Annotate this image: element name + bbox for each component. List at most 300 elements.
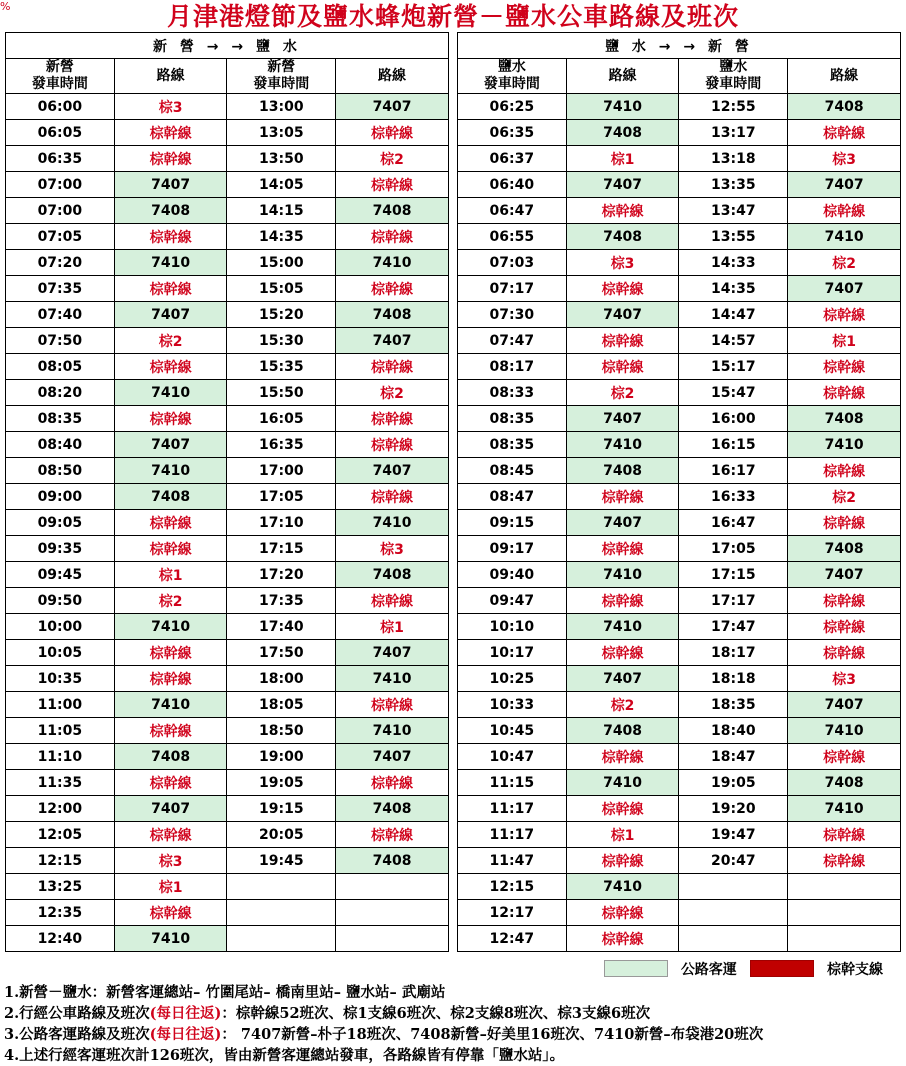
route-cell: 棕幹線 <box>788 614 901 640</box>
time-cell: 09:47 <box>457 588 566 614</box>
route-cell: 棕幹線 <box>566 640 679 666</box>
time-cell: 17:35 <box>227 588 336 614</box>
route-cell: 棕幹線 <box>336 172 449 198</box>
route-cell: 7408 <box>336 848 449 874</box>
route-cell: 棕幹線 <box>336 354 449 380</box>
note-text: 行經公車路線及班次 <box>19 1005 150 1022</box>
time-cell: 17:05 <box>679 536 788 562</box>
table-row <box>6 692 901 718</box>
route-cell: 棕2 <box>336 146 449 172</box>
time-cell: 13:00 <box>227 94 336 120</box>
table-row <box>6 432 901 458</box>
route-cell: 棕3 <box>114 848 227 874</box>
route-cell: 7407 <box>788 562 901 588</box>
time-cell: 12:00 <box>6 796 115 822</box>
time-cell: 09:50 <box>6 588 115 614</box>
time-cell: 20:05 <box>227 822 336 848</box>
time-cell: 08:33 <box>457 380 566 406</box>
route-cell: 7408 <box>566 718 679 744</box>
time-cell: 07:30 <box>457 302 566 328</box>
route-left-2-empty <box>336 900 449 926</box>
route-cell: 棕幹線 <box>114 640 227 666</box>
time-cell: 18:47 <box>679 744 788 770</box>
time-cell: 17:50 <box>227 640 336 666</box>
table-row <box>6 614 901 640</box>
route-right-2-empty <box>788 900 901 926</box>
table-row <box>6 900 901 926</box>
route-cell: 7407 <box>566 510 679 536</box>
table-row <box>6 354 901 380</box>
route-cell: 7408 <box>336 796 449 822</box>
route-cell: 棕幹線 <box>566 536 679 562</box>
route-cell: 棕幹線 <box>788 198 901 224</box>
header-line1: 鹽水 <box>719 59 748 75</box>
time-cell: 09:45 <box>6 562 115 588</box>
time-cell: 08:35 <box>457 406 566 432</box>
time-cell: 18:35 <box>679 692 788 718</box>
route-cell: 7407 <box>788 172 901 198</box>
table-row <box>6 172 901 198</box>
table-row <box>6 536 901 562</box>
time-cell: 08:17 <box>457 354 566 380</box>
table-row <box>6 822 901 848</box>
route-cell: 7408 <box>566 458 679 484</box>
route-cell: 7407 <box>566 406 679 432</box>
route-cell: 7408 <box>788 406 901 432</box>
column-gap <box>448 484 457 510</box>
note-text-cont: ： 7407新營–朴子18班次、7408新營–好美里16班次、7410新營–布袋港20班次 <box>221 1026 764 1043</box>
route-cell: 7407 <box>114 172 227 198</box>
column-gap <box>448 770 457 796</box>
route-left-2-empty <box>336 874 449 900</box>
legend <box>5 958 901 978</box>
time-cell: 16:33 <box>679 484 788 510</box>
route-cell: 棕1 <box>114 562 227 588</box>
time-cell: 13:17 <box>679 120 788 146</box>
route-cell: 7410 <box>336 250 449 276</box>
route-cell: 棕2 <box>566 692 679 718</box>
route-cell: 7410 <box>566 874 679 900</box>
time-cell: 07:35 <box>6 276 115 302</box>
time-cell: 14:33 <box>679 250 788 276</box>
route-cell: 棕幹線 <box>788 822 901 848</box>
route-cell: 7407 <box>114 796 227 822</box>
table-row <box>6 744 901 770</box>
route-cell: 7407 <box>336 744 449 770</box>
route-cell: 棕幹線 <box>114 276 227 302</box>
route-cell: 棕幹線 <box>336 822 449 848</box>
column-gap <box>448 380 457 406</box>
time-cell: 10:33 <box>457 692 566 718</box>
route-cell: 棕幹線 <box>336 276 449 302</box>
time-cell: 14:05 <box>227 172 336 198</box>
time-cell: 09:15 <box>457 510 566 536</box>
time-cell: 18:00 <box>227 666 336 692</box>
route-cell: 棕1 <box>336 614 449 640</box>
table-row <box>6 588 901 614</box>
route-cell: 棕幹線 <box>114 770 227 796</box>
time-cell: 10:05 <box>6 640 115 666</box>
time-cell: 07:05 <box>6 224 115 250</box>
column-gap <box>448 224 457 250</box>
route-cell: 棕幹線 <box>566 926 679 952</box>
time-cell: 17:15 <box>679 562 788 588</box>
route-cell: 7408 <box>336 198 449 224</box>
time-cell: 07:47 <box>457 328 566 354</box>
time-cell: 10:35 <box>6 666 115 692</box>
table-row <box>6 276 901 302</box>
column-gap <box>448 120 457 146</box>
time-cell: 08:20 <box>6 380 115 406</box>
note-text: 新營－鹽水：新營客運總站– 竹圍尾站– 橋南里站– 鹽水站– 武廟站 <box>19 984 446 1001</box>
time-cell: 17:15 <box>227 536 336 562</box>
note-item <box>4 1024 906 1045</box>
header-line2: 發車時間 <box>483 76 540 92</box>
time-cell: 16:00 <box>679 406 788 432</box>
route-cell: 7410 <box>336 718 449 744</box>
time-cell: 09:17 <box>457 536 566 562</box>
time-cell: 07:17 <box>457 276 566 302</box>
route-cell: 棕幹線 <box>788 354 901 380</box>
time-cell: 18:50 <box>227 718 336 744</box>
route-cell: 棕幹線 <box>114 666 227 692</box>
time-cell: 11:17 <box>457 822 566 848</box>
header-route-1: 路線 <box>114 59 227 94</box>
time-cell: 12:15 <box>457 874 566 900</box>
column-gap <box>448 900 457 926</box>
time-cell: 09:40 <box>457 562 566 588</box>
time-cell: 19:47 <box>679 822 788 848</box>
route-cell: 7408 <box>336 302 449 328</box>
time-cell: 19:05 <box>679 770 788 796</box>
column-gap <box>448 666 457 692</box>
time-cell: 14:35 <box>227 224 336 250</box>
table-row <box>6 120 901 146</box>
page-title: 月津港燈節及鹽水蜂炮新營－鹽水公車路線及班次 <box>166 2 739 31</box>
column-header-row <box>6 59 901 94</box>
route-cell: 7408 <box>114 744 227 770</box>
route-cell: 7410 <box>788 224 901 250</box>
route-cell: 棕幹線 <box>566 900 679 926</box>
time-cell: 11:35 <box>6 770 115 796</box>
time-cell: 18:05 <box>227 692 336 718</box>
route-cell: 7410 <box>114 458 227 484</box>
route-cell: 棕幹線 <box>336 224 449 250</box>
route-cell: 棕幹線 <box>114 406 227 432</box>
time-cell: 06:25 <box>457 94 566 120</box>
note-text: 上述行經客運班次計126班次，皆由新營客運總站發車，各路線皆有停靠「鹽水站」。 <box>19 1047 565 1064</box>
column-gap <box>448 926 457 952</box>
time-cell: 10:47 <box>457 744 566 770</box>
time-cell: 15:05 <box>227 276 336 302</box>
route-cell: 棕1 <box>566 146 679 172</box>
route-cell: 7410 <box>566 432 679 458</box>
notes-list <box>4 982 906 1066</box>
time-cell: 15:17 <box>679 354 788 380</box>
route-cell: 棕幹線 <box>114 224 227 250</box>
column-gap <box>448 302 457 328</box>
column-gap <box>448 640 457 666</box>
route-cell: 棕幹線 <box>566 588 679 614</box>
header-line2: 發車時間 <box>253 76 310 92</box>
time-cell: 20:47 <box>679 848 788 874</box>
route-cell: 棕幹線 <box>336 692 449 718</box>
time-right-2-empty <box>679 926 788 952</box>
time-left-2-empty <box>227 926 336 952</box>
time-right-2-empty <box>679 900 788 926</box>
direction-header-outbound: 新 營 → → 鹽 水 <box>6 33 449 59</box>
note-index: 4. <box>4 1047 20 1064</box>
column-gap <box>448 692 457 718</box>
route-cell: 棕幹線 <box>566 484 679 510</box>
route-cell: 7407 <box>336 328 449 354</box>
table-row <box>6 224 901 250</box>
time-cell: 16:15 <box>679 432 788 458</box>
time-cell: 10:17 <box>457 640 566 666</box>
route-cell: 7407 <box>336 458 449 484</box>
table-row <box>6 94 901 120</box>
time-cell: 19:15 <box>227 796 336 822</box>
time-cell: 17:17 <box>679 588 788 614</box>
route-cell: 棕2 <box>788 250 901 276</box>
time-cell: 17:05 <box>227 484 336 510</box>
column-gap <box>448 822 457 848</box>
note-item <box>4 1045 906 1066</box>
direction-header-row <box>6 33 901 59</box>
route-cell: 棕幹線 <box>114 536 227 562</box>
column-gap <box>448 250 457 276</box>
time-cell: 11:00 <box>6 692 115 718</box>
column-gap <box>448 328 457 354</box>
header-route-3: 路線 <box>566 59 679 94</box>
time-cell: 12:47 <box>457 926 566 952</box>
route-cell: 棕3 <box>566 250 679 276</box>
note-item <box>4 982 906 1003</box>
column-gap <box>448 458 457 484</box>
header-xinying-depart-1 <box>6 59 115 94</box>
route-cell: 棕2 <box>114 328 227 354</box>
time-cell: 17:10 <box>227 510 336 536</box>
time-cell: 19:20 <box>679 796 788 822</box>
note-highlight: (每日往返) <box>149 1026 222 1043</box>
time-cell: 06:55 <box>457 224 566 250</box>
header-xinying-depart-2 <box>227 59 336 94</box>
column-gap <box>448 562 457 588</box>
time-cell: 14:57 <box>679 328 788 354</box>
table-row <box>6 640 901 666</box>
legend-label-brown-line: 棕幹支線 <box>827 961 883 978</box>
column-gap <box>448 33 457 59</box>
route-cell: 7407 <box>566 302 679 328</box>
time-cell: 16:05 <box>227 406 336 432</box>
time-cell: 17:40 <box>227 614 336 640</box>
time-cell: 15:35 <box>227 354 336 380</box>
time-cell: 06:05 <box>6 120 115 146</box>
time-cell: 09:00 <box>6 484 115 510</box>
route-cell: 7410 <box>114 614 227 640</box>
route-cell: 棕幹線 <box>788 588 901 614</box>
route-cell: 棕1 <box>114 874 227 900</box>
time-cell: 14:15 <box>227 198 336 224</box>
time-cell: 12:40 <box>6 926 115 952</box>
time-cell: 08:50 <box>6 458 115 484</box>
route-cell: 棕幹線 <box>566 198 679 224</box>
note-index: 3. <box>4 1026 20 1043</box>
route-cell: 7408 <box>114 198 227 224</box>
time-cell: 06:37 <box>457 146 566 172</box>
route-cell: 7408 <box>788 94 901 120</box>
time-cell: 06:35 <box>6 146 115 172</box>
time-cell: 06:40 <box>457 172 566 198</box>
column-gap <box>448 874 457 900</box>
time-left-2-empty <box>227 874 336 900</box>
route-cell: 棕幹線 <box>566 848 679 874</box>
route-cell: 棕幹線 <box>788 744 901 770</box>
route-cell: 棕幹線 <box>114 900 227 926</box>
table-row <box>6 250 901 276</box>
table-row <box>6 328 901 354</box>
header-line1: 鹽水 <box>497 59 526 75</box>
note-index: 2. <box>4 1005 20 1022</box>
note-index: 1. <box>4 984 20 1001</box>
time-cell: 12:55 <box>679 94 788 120</box>
time-cell: 14:47 <box>679 302 788 328</box>
route-cell: 7407 <box>566 172 679 198</box>
route-left-2-empty <box>336 926 449 952</box>
route-cell: 7410 <box>336 510 449 536</box>
route-cell: 棕幹線 <box>336 588 449 614</box>
column-gap <box>448 172 457 198</box>
time-cell: 07:00 <box>6 172 115 198</box>
route-cell: 棕幹線 <box>788 380 901 406</box>
time-cell: 16:35 <box>227 432 336 458</box>
column-gap <box>448 198 457 224</box>
legend-label-highway-bus: 公路客運 <box>680 961 737 978</box>
route-cell: 7408 <box>566 120 679 146</box>
time-cell: 15:20 <box>227 302 336 328</box>
route-cell: 7410 <box>788 718 901 744</box>
route-cell: 7407 <box>336 640 449 666</box>
route-cell: 7410 <box>566 94 679 120</box>
time-cell: 10:10 <box>457 614 566 640</box>
time-cell: 14:35 <box>679 276 788 302</box>
column-gap <box>448 432 457 458</box>
time-cell: 10:25 <box>457 666 566 692</box>
route-cell: 棕幹線 <box>336 120 449 146</box>
route-cell: 棕幹線 <box>566 744 679 770</box>
time-cell: 11:17 <box>457 796 566 822</box>
time-cell: 12:15 <box>6 848 115 874</box>
route-cell: 棕幹線 <box>336 770 449 796</box>
time-cell: 06:00 <box>6 94 115 120</box>
route-cell: 棕2 <box>788 484 901 510</box>
route-cell: 棕幹線 <box>566 276 679 302</box>
column-gap <box>448 796 457 822</box>
table-row <box>6 874 901 900</box>
route-cell: 棕1 <box>788 328 901 354</box>
route-cell: 棕幹線 <box>114 354 227 380</box>
corner-mark: % <box>0 0 11 13</box>
route-cell: 棕幹線 <box>114 510 227 536</box>
header-route-2: 路線 <box>336 59 449 94</box>
time-cell: 07:00 <box>6 198 115 224</box>
time-left-2-empty <box>227 900 336 926</box>
column-gap <box>448 94 457 120</box>
column-gap <box>448 59 457 94</box>
route-cell: 棕幹線 <box>336 484 449 510</box>
table-row <box>6 562 901 588</box>
time-cell: 13:18 <box>679 146 788 172</box>
route-cell: 棕幹線 <box>788 458 901 484</box>
time-cell: 15:00 <box>227 250 336 276</box>
route-cell: 7410 <box>336 666 449 692</box>
time-cell: 09:05 <box>6 510 115 536</box>
time-cell: 11:10 <box>6 744 115 770</box>
table-row <box>6 380 901 406</box>
route-cell: 7410 <box>114 692 227 718</box>
time-cell: 18:17 <box>679 640 788 666</box>
time-cell: 13:05 <box>227 120 336 146</box>
time-cell: 15:47 <box>679 380 788 406</box>
route-cell: 7410 <box>788 796 901 822</box>
table-row <box>6 198 901 224</box>
route-cell: 棕幹線 <box>566 328 679 354</box>
time-cell: 09:35 <box>6 536 115 562</box>
route-cell: 棕幹線 <box>788 302 901 328</box>
route-cell: 棕2 <box>566 380 679 406</box>
note-text: 公路客運路線及班次 <box>19 1026 150 1043</box>
time-cell: 13:35 <box>679 172 788 198</box>
route-right-2-empty <box>788 926 901 952</box>
table-row <box>6 848 901 874</box>
time-cell: 11:15 <box>457 770 566 796</box>
column-gap <box>448 614 457 640</box>
header-yanshui-depart-2 <box>679 59 788 94</box>
time-cell: 08:35 <box>457 432 566 458</box>
route-cell: 7407 <box>114 432 227 458</box>
route-cell: 7410 <box>566 614 679 640</box>
column-gap <box>448 718 457 744</box>
table-row <box>6 666 901 692</box>
route-right-2-empty <box>788 874 901 900</box>
time-cell: 13:25 <box>6 874 115 900</box>
route-cell: 7410 <box>566 562 679 588</box>
column-gap <box>448 744 457 770</box>
route-cell: 棕幹線 <box>114 718 227 744</box>
time-cell: 15:50 <box>227 380 336 406</box>
time-cell: 19:00 <box>227 744 336 770</box>
table-row <box>6 146 901 172</box>
note-item <box>4 1003 906 1024</box>
route-cell: 棕幹線 <box>788 510 901 536</box>
column-gap <box>448 510 457 536</box>
time-cell: 07:03 <box>457 250 566 276</box>
route-cell: 棕幹線 <box>788 120 901 146</box>
time-cell: 10:45 <box>457 718 566 744</box>
route-cell: 棕3 <box>114 94 227 120</box>
route-cell: 棕2 <box>114 588 227 614</box>
route-cell: 7410 <box>566 770 679 796</box>
route-cell: 7408 <box>788 536 901 562</box>
column-gap <box>448 276 457 302</box>
route-cell: 棕幹線 <box>336 406 449 432</box>
route-cell: 棕1 <box>566 822 679 848</box>
time-cell: 17:20 <box>227 562 336 588</box>
route-cell: 7407 <box>566 666 679 692</box>
table-row <box>6 926 901 952</box>
route-cell: 7408 <box>788 770 901 796</box>
route-cell: 7407 <box>788 692 901 718</box>
